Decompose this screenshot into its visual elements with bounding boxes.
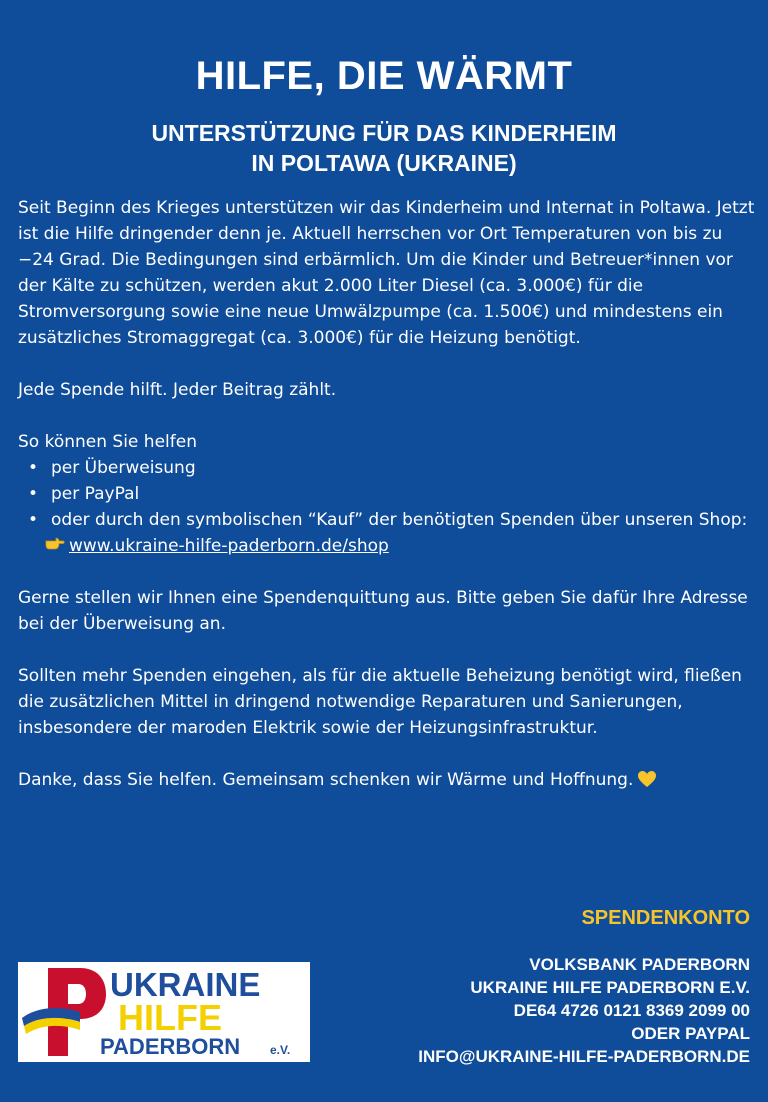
shop-line [45,533,758,559]
thanks-text: Danke, dass Sie helfen. Gemeinsam schenken wir Wärme und Hoffnung. [18,770,634,790]
yellow-heart-icon [637,770,657,796]
list-item [18,455,758,481]
account-details [418,953,750,1068]
thanks-paragraph [18,767,758,796]
bullet-icon: • [28,458,39,478]
surplus-paragraph: Sollten mehr Spenden eingehen, als für die aktuelle Beheizung benötigt wird, fließen die zusätzlichen Mittel in dringend notwendige Reparaturen und Sanierungen, insbesondere der maroden Elektrik sowie der Heizungsinfrastruktur. [18,666,742,738]
subtitle-line-2: IN POLTAWA (UKRAINE) [251,150,517,176]
logo-word-hilfe: HILFE [118,997,222,1038]
list-item [18,507,758,559]
logo-suffix-ev: e.V. [270,1043,291,1057]
list-item-label: oder durch den symbolischen “Kauf” der benötigten Spenden über unseren Shop: [51,510,748,530]
every-donation-paragraph: Jede Spende hilft. Jeder Beitrag zählt. [18,380,337,400]
account-holder: UKRAINE HILFE PADERBORN E.V. [470,978,750,997]
pointing-right-icon [45,533,65,559]
how-to-help-heading: So können Sie helfen [18,432,197,452]
list-item-label: per PayPal [51,484,140,504]
bullet-icon: • [28,484,39,504]
page-subtitle [0,118,768,178]
body-text [18,195,758,796]
subtitle-line-1: UNTERSTÜTZUNG FÜR DAS KINDERHEIM [151,120,617,146]
receipt-paragraph: Gerne stellen wir Ihnen eine Spendenquittung aus. Bitte geben Sie dafür Ihre Adresse bei der Überweisung an. [18,588,748,634]
logo-word-paderborn: PADERBORN [100,1034,241,1059]
ukraine-hilfe-logo [18,962,310,1062]
logo-graphic [18,962,310,1062]
logo-word-ukraine: UKRAINE [110,966,261,1003]
list-item [18,481,758,507]
iban: DE64 4726 0121 8369 2099 00 [513,1001,750,1020]
account-heading: SPENDENKONTO [581,907,750,929]
page-title: HILFE, DIE WÄRMT [195,54,573,98]
intro-paragraph: Seit Beginn des Krieges unterstützen wir das Kinderheim und Internat in Poltawa. Jetzt ist die Hilfe dringender denn je. Aktuell herrschen vor Ort Temperaturen von bis zu −24 Grad. Die Bedingungen sind erbärmlich. Um die Kinder und Betreuer*innen vor der Kälte zu schützen, werden akut 2.000 Liter Diesel (ca. 3.000€) für die Stromversorgung sowie eine neue Umwälzpumpe (ca. 1.500€) und mindestens ein zusätzliches Stromaggregat (ca. 3.000€) für die Heizung benötigt. [18,198,755,348]
contact-email: INFO@UKRAINE-HILFE-PADERBORN.DE [418,1047,750,1066]
bullet-icon: • [28,510,39,530]
shop-link[interactable]: www.ukraine-hilfe-paderborn.de/shop [69,536,389,556]
bank-name: VOLKSBANK PADERBORN [529,955,750,974]
list-item-label: per Überweisung [51,458,196,478]
help-ways-list [18,455,758,559]
or-paypal: ODER PAYPAL [631,1024,750,1043]
